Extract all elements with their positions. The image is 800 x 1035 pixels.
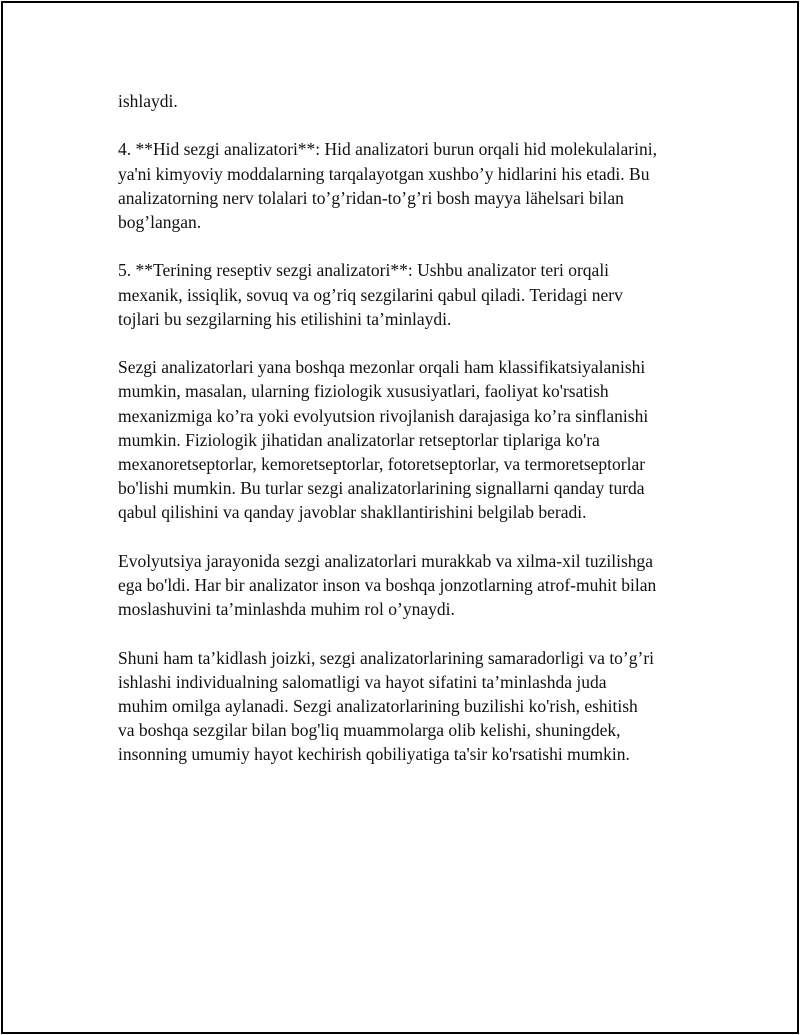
text-line: tojlari bu sezgilarning his etilishini ta’minlaydi. [118, 308, 452, 329]
paragraph-conclusion [118, 646, 718, 767]
text-line: mexanizmiga ko’ra yoki evolyutsion rivojlanish darajasiga ko’ra sinflanishi [118, 405, 649, 426]
text-line: va boshqa sezgilar bilan bog'liq muammolarga olib kelishi, shuningdek, [118, 720, 621, 741]
text-line: Shuni ham ta’kidlash joizki, sezgi analizatorlarining samaradorligi va to’g’ri [118, 647, 655, 668]
text-line: ishlashi individualning salomatligi va hayot sifatini ta’minlashda juda [118, 671, 607, 692]
text-line: 5. **Terining reseptiv sezgi analizatori**: Ushbu analizator teri orqali [118, 260, 610, 281]
text-line: muhim omilga aylanadi. Sezgi analizatorlarining buzilishi ko'rish, eshitish [118, 696, 638, 716]
text-line: ya'ni kimyoviy moddalarning tarqalayotgan xushbo’y hidlarini his etadi. Bu [118, 163, 650, 184]
paragraph-evolution [118, 549, 718, 622]
text-line: mumkin. Fiziologik jihatidan analizatorlar retseptorlar tiplariga ko'ra [118, 429, 600, 450]
paragraph-continuation [118, 89, 718, 113]
text-line: Evolyutsiya jarayonida sezgi analizatorlari murakkab va xilma-xil tuzilishga [118, 550, 654, 571]
text-line: bog’langan. [118, 212, 202, 232]
paragraph-hid-analyzer [118, 137, 718, 234]
paragraph-classification [118, 355, 718, 524]
text-line: insonning umumiy hayot kechirish qobiliyatiga ta'sir ko'rsatishi mumkin. [118, 744, 630, 765]
text-line: ega bo'ldi. Har bir analizator inson va boshqa jonzotlarning atrof-muhit bilan [118, 575, 657, 595]
text-line: ishlaydi. [118, 91, 178, 111]
text-line: qabul qilishini va qanday javoblar shakllantirishini belgilab beradi. [118, 502, 587, 523]
text-line: Sezgi analizatorlari yana boshqa mezonlar orqali ham klassifikatsiyalanishi [118, 357, 646, 378]
text-line: bo'lishi mumkin. Bu turlar sezgi analizatorlarining signallarni qanday turda [118, 478, 645, 499]
text-line: moslashuvini ta’minlashda muhim rol o’ynaydi. [118, 599, 455, 620]
paragraph-skin-analyzer [118, 258, 718, 331]
text-line: mexanoretseptorlar, kemoretseptorlar, fotoretseptorlar, va termoretseptorlar [118, 454, 646, 474]
text-line: mexanik, issiqlik, sovuq va og’riq sezgilarini qabul qiladi. Teridagi nerv [118, 284, 623, 305]
text-line: analizatorning nerv tolalari to’g’ridan-to’g’ri bosh mayya lähelsari bilan [118, 187, 624, 208]
text-line: mumkin, masalan, ularning fiziologik xususiyatlari, faoliyat ko'rsatish [118, 381, 609, 402]
document-body [118, 89, 718, 791]
text-line: 4. **Hid sezgi analizatori**: Hid analizatori burun orqali hid molekulalarini, [118, 139, 657, 160]
